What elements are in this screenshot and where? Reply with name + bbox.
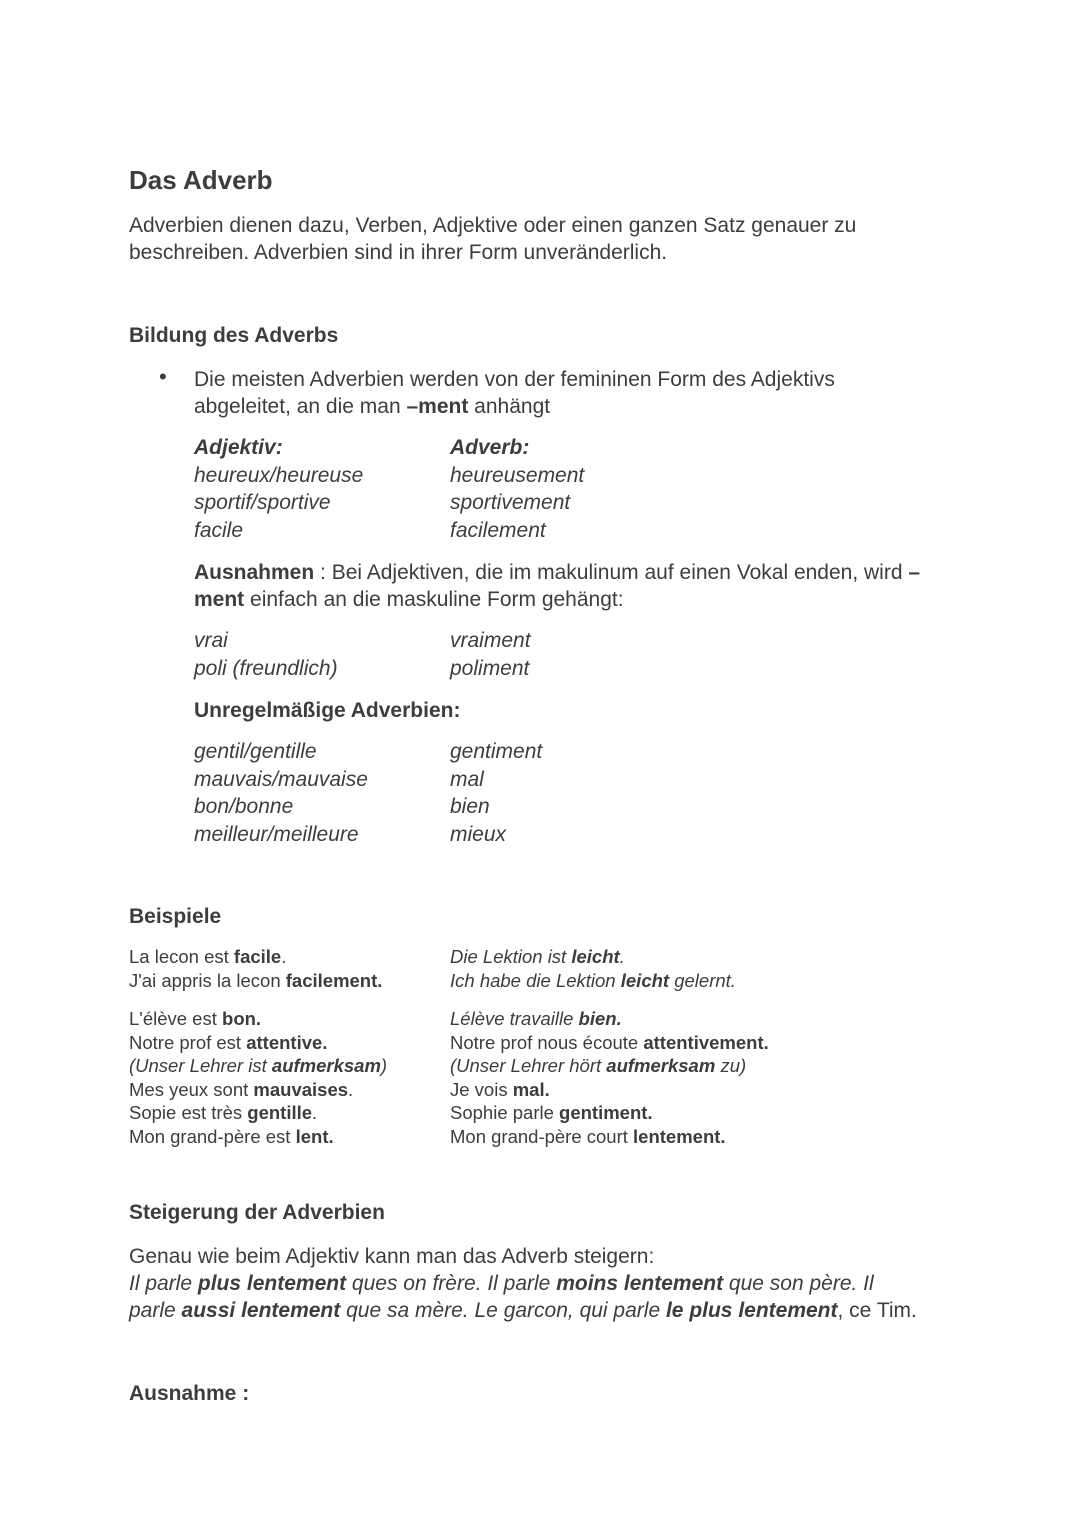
adverb-item: heureusement xyxy=(450,463,585,487)
adjective-item: poli (freundlich) xyxy=(194,656,338,680)
adjective-item: gentil/gentille xyxy=(194,740,317,763)
intro-paragraph xyxy=(129,212,856,266)
steigerung-paragraph xyxy=(129,1243,917,1324)
adverb-item: gentiment xyxy=(450,740,543,763)
bullet-line: Die meisten Adverbien werden von der femininen Form des Adjektivs xyxy=(194,368,835,391)
adverb-item: poliment xyxy=(450,656,530,680)
irregular-adverb-column xyxy=(450,738,542,848)
example-line: Mes yeux sont mauvaises. xyxy=(129,1078,354,1100)
ausnahmen-line: ment einfach an die maskuline Form gehängt: xyxy=(194,588,624,611)
adjective-item: vrai xyxy=(194,629,228,652)
example-line: J'ai appris la lecon facilement. xyxy=(129,969,383,991)
bullet-text xyxy=(194,366,835,420)
intro-line: beschreiben. Adverbien sind in ihrer Form unveränderlich. xyxy=(129,241,668,264)
adverb-item: vraiment xyxy=(450,629,531,652)
example-right-group-2 xyxy=(450,1007,769,1148)
exception-adjective-column xyxy=(194,627,338,682)
section-heading-steigerung: Steigerung der Adverbien xyxy=(129,1201,385,1224)
example-line: Mon grand-père est lent. xyxy=(129,1125,334,1147)
example-line: Die Lektion ist leicht. xyxy=(450,946,625,967)
column-header-adverb: Adverb: xyxy=(450,436,530,459)
adverb-item: sportivement xyxy=(450,491,571,514)
ausnahmen-line: Ausnahmen : Bei Adjektiven, die im makulinum auf einen Vokal enden, wird – xyxy=(194,561,921,584)
example-line: Je vois mal. xyxy=(450,1078,550,1100)
adjective-item: sportif/sportive xyxy=(194,491,331,514)
intro-line: Adverbien dienen dazu, Verben, Adjektive oder einen ganzen Satz genauer zu xyxy=(129,214,857,237)
irregular-adjective-column xyxy=(194,738,368,848)
example-right-group-1 xyxy=(450,945,736,992)
section-heading-bildung: Bildung des Adverbs xyxy=(129,324,339,347)
adverb-item: facilement xyxy=(450,518,546,542)
steigerung-line: parle aussi lentement que sa mère. Le garcon, qui parle le plus lentement, ce Tim. xyxy=(129,1299,917,1322)
example-line: (Unser Lehrer hört aufmerksam zu) xyxy=(450,1055,747,1076)
adverb-item: mal xyxy=(450,767,484,791)
exception-adverb-column xyxy=(450,627,531,682)
example-line: La lecon est facile. xyxy=(129,946,287,967)
steigerung-line: Genau wie beim Adjektiv kann man das Adverb steigern: xyxy=(129,1245,655,1268)
adjective-item: bon/bonne xyxy=(194,795,294,818)
example-line: Sophie parle gentiment. xyxy=(450,1102,653,1123)
adjective-item: facile xyxy=(194,518,244,542)
adjective-item: meilleur/meilleure xyxy=(194,822,359,846)
bullet-icon: • xyxy=(159,364,167,389)
example-left-group-2 xyxy=(129,1007,387,1148)
example-line: Mon grand-père court lentement. xyxy=(450,1125,726,1147)
example-line: Sopie est très gentille. xyxy=(129,1102,318,1123)
adverb-item: mieux xyxy=(450,822,507,846)
adjective-item: heureux/heureuse xyxy=(194,463,364,487)
ausnahmen-paragraph xyxy=(194,559,920,613)
section-heading-beispiele: Beispiele xyxy=(129,905,222,928)
column-header-adjektiv: Adjektiv: xyxy=(194,436,283,459)
example-line: Notre prof est attentive. xyxy=(129,1031,328,1053)
steigerung-line: Il parle plus lentement ques on frère. Il parle moins lentement que son père. Il xyxy=(129,1272,874,1295)
bullet-line: abgeleitet, an die man –ment anhängt xyxy=(194,395,551,418)
adverb-item: bien xyxy=(450,795,490,818)
irregular-heading: Unregelmäßige Adverbien: xyxy=(194,699,461,722)
example-line: (Unser Lehrer ist aufmerksam) xyxy=(129,1055,388,1076)
example-line: Lélève travaille bien. xyxy=(450,1008,622,1029)
ausnahmen-label: Ausnahmen xyxy=(194,561,315,584)
adjective-item: mauvais/mauvaise xyxy=(194,767,368,791)
example-line: L'élève est bon. xyxy=(129,1008,262,1029)
section-heading-ausnahme: Ausnahme : xyxy=(129,1382,250,1405)
example-line: Ich habe die Lektion leicht gelernt. xyxy=(450,969,736,991)
adverb-column xyxy=(450,434,584,544)
page-title: Das Adverb xyxy=(129,165,273,195)
adjective-column xyxy=(194,434,363,544)
example-left-group-1 xyxy=(129,945,382,992)
example-line: Notre prof nous écoute attentivement. xyxy=(450,1031,769,1053)
